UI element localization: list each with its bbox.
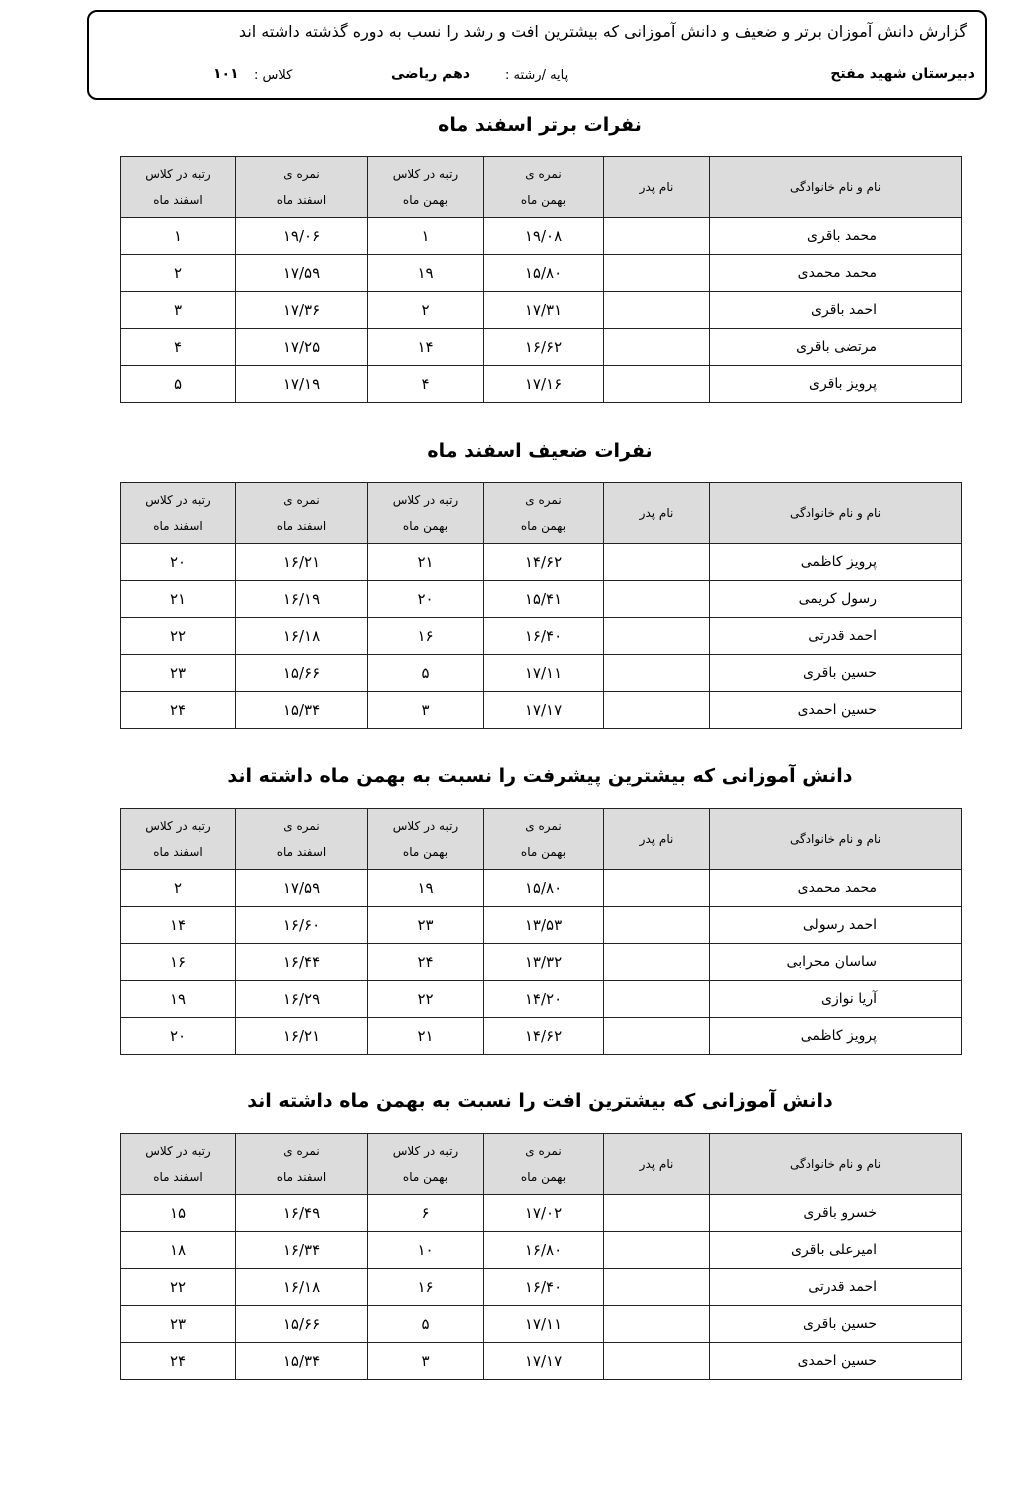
- bahman-score-cell: ۱۵/۸۰: [484, 870, 604, 907]
- table-row: [121, 692, 962, 729]
- most-improved-table: [120, 808, 962, 1055]
- table-row: [121, 255, 962, 292]
- student-name-cell: احمد رسولی: [710, 907, 962, 944]
- header-text: نام و نام خانوادگی: [789, 180, 882, 194]
- father-name-cell: [604, 329, 710, 366]
- header-text: اسفند ماه: [276, 519, 327, 533]
- bahman-rank-cell: ۶: [368, 1195, 484, 1232]
- col-header-esfand-score: [236, 157, 368, 218]
- bahman-rank-cell: ۲۴: [368, 944, 484, 981]
- header-text: بهمن ماه: [402, 1170, 449, 1184]
- student-name-cell: احمد باقری: [710, 292, 962, 329]
- bahman-rank-cell: ۳: [368, 1343, 484, 1380]
- bahman-score-cell: ۱۷/۱۶: [484, 366, 604, 403]
- esfand-rank-cell: ۴: [121, 329, 236, 366]
- header-text: نام پدر: [639, 1157, 674, 1171]
- student-name-cell: پرویز کاظمی: [710, 544, 962, 581]
- table-header-row: [121, 483, 962, 544]
- bahman-rank-cell: ۱۶: [368, 1269, 484, 1306]
- father-name-cell: [604, 218, 710, 255]
- esfand-rank-cell: ۱۴: [121, 907, 236, 944]
- bahman-score-cell: ۱۷/۰۲: [484, 1195, 604, 1232]
- bahman-score-cell: ۱۵/۸۰: [484, 255, 604, 292]
- header-text: نام پدر: [639, 832, 674, 846]
- header-text: نمره ی: [525, 1144, 562, 1158]
- student-name-cell: محمد محمدی: [710, 870, 962, 907]
- esfand-score-cell: ۱۶/۲۱: [236, 1018, 368, 1055]
- bahman-score-cell: ۱۴/۶۲: [484, 544, 604, 581]
- bahman-rank-cell: ۵: [368, 1306, 484, 1343]
- bahman-rank-cell: ۲۲: [368, 981, 484, 1018]
- header-text: رتبه در کلاس: [145, 1144, 211, 1158]
- table-row: [121, 1232, 962, 1269]
- section-title-top-students: نفرات برتر اسفند ماه: [438, 114, 642, 136]
- father-name-cell: [604, 907, 710, 944]
- father-name-cell: [604, 618, 710, 655]
- table-row: [121, 907, 962, 944]
- esfand-score-cell: ۱۶/۱۸: [236, 1269, 368, 1306]
- esfand-score-cell: ۱۵/۶۶: [236, 1306, 368, 1343]
- esfand-rank-cell: ۱۹: [121, 981, 236, 1018]
- table-row: [121, 292, 962, 329]
- class-value: ۱۰۱: [213, 66, 239, 82]
- father-name-cell: [604, 366, 710, 403]
- student-name-cell: آریا نوازی: [710, 981, 962, 1018]
- col-header-name: [710, 1134, 962, 1195]
- bahman-rank-cell: ۱۹: [368, 870, 484, 907]
- esfand-score-cell: ۱۶/۱۹: [236, 581, 368, 618]
- col-header-father: [604, 157, 710, 218]
- bahman-rank-cell: ۲۰: [368, 581, 484, 618]
- esfand-score-cell: ۱۶/۱۸: [236, 618, 368, 655]
- esfand-score-cell: ۱۷/۲۵: [236, 329, 368, 366]
- esfand-score-cell: ۱۵/۳۴: [236, 1343, 368, 1380]
- bahman-score-cell: ۱۴/۲۰: [484, 981, 604, 1018]
- bahman-rank-cell: ۱۰: [368, 1232, 484, 1269]
- esfand-rank-cell: ۲۳: [121, 1306, 236, 1343]
- student-name-cell: پرویز کاظمی: [710, 1018, 962, 1055]
- bahman-score-cell: ۱۶/۴۰: [484, 1269, 604, 1306]
- header-text: نمره ی: [283, 493, 320, 507]
- esfand-rank-cell: ۲۴: [121, 1343, 236, 1380]
- col-header-bahman-score: [484, 809, 604, 870]
- table-row: [121, 581, 962, 618]
- esfand-score-cell: ۱۶/۲۱: [236, 544, 368, 581]
- esfand-rank-cell: ۱: [121, 218, 236, 255]
- col-header-father: [604, 809, 710, 870]
- header-text: بهمن ماه: [402, 845, 449, 859]
- bahman-score-cell: ۱۷/۳۱: [484, 292, 604, 329]
- report-title: گزارش دانش آموزان برتر و ضعیف و دانش آموزانی که بیشترین افت و رشد را نسب به دوره گذشته داشته اند: [238, 22, 967, 41]
- table-header-row: [121, 1134, 962, 1195]
- esfand-rank-cell: ۲۳: [121, 655, 236, 692]
- header-text: اسفند ماه: [153, 193, 203, 207]
- col-header-esfand-score: [236, 483, 368, 544]
- report-header: [87, 10, 987, 100]
- weak-students-table: [120, 482, 962, 729]
- header-text: بهمن ماه: [520, 193, 567, 207]
- col-header-bahman-score: [484, 157, 604, 218]
- table-row: [121, 218, 962, 255]
- header-text: نام پدر: [639, 180, 674, 194]
- esfand-score-cell: ۱۶/۲۹: [236, 981, 368, 1018]
- top-students-table: [120, 156, 962, 403]
- father-name-cell: [604, 870, 710, 907]
- esfand-score-cell: ۱۷/۵۹: [236, 870, 368, 907]
- header-text: رتبه در کلاس: [145, 167, 211, 181]
- father-name-cell: [604, 292, 710, 329]
- student-name-cell: رسول کریمی: [710, 581, 962, 618]
- esfand-rank-cell: ۲: [121, 255, 236, 292]
- father-name-cell: [604, 255, 710, 292]
- header-text: نام و نام خانوادگی: [789, 506, 882, 520]
- father-name-cell: [604, 544, 710, 581]
- esfand-score-cell: ۱۶/۴۹: [236, 1195, 368, 1232]
- col-header-name: [710, 483, 962, 544]
- grade-label: پایه /رشته :: [505, 68, 569, 83]
- header-text: بهمن ماه: [520, 1170, 567, 1184]
- father-name-cell: [604, 981, 710, 1018]
- col-header-esfand-score: [236, 809, 368, 870]
- father-name-cell: [604, 1343, 710, 1380]
- col-header-esfand-rank: [121, 809, 236, 870]
- col-header-esfand-rank: [121, 1134, 236, 1195]
- header-text: نمره ی: [283, 1144, 320, 1158]
- esfand-rank-cell: ۱۸: [121, 1232, 236, 1269]
- bahman-rank-cell: ۲۱: [368, 1018, 484, 1055]
- esfand-rank-cell: ۲۰: [121, 1018, 236, 1055]
- bahman-score-cell: ۱۷/۱۱: [484, 1306, 604, 1343]
- header-text: بهمن ماه: [520, 845, 567, 859]
- esfand-score-cell: ۱۵/۶۶: [236, 655, 368, 692]
- table-row: [121, 1269, 962, 1306]
- col-header-esfand-rank: [121, 157, 236, 218]
- col-header-bahman-rank: [368, 157, 484, 218]
- esfand-score-cell: ۱۹/۰۶: [236, 218, 368, 255]
- bahman-rank-cell: ۱۴: [368, 329, 484, 366]
- student-name-cell: مرتضی باقری: [710, 329, 962, 366]
- table-row: [121, 1306, 962, 1343]
- col-header-bahman-score: [484, 1134, 604, 1195]
- bahman-score-cell: ۱۳/۵۳: [484, 907, 604, 944]
- esfand-rank-cell: ۵: [121, 366, 236, 403]
- bahman-score-cell: ۱۶/۶۲: [484, 329, 604, 366]
- header-text: رتبه در کلاس: [392, 493, 459, 507]
- header-text: نام و نام خانوادگی: [789, 832, 882, 846]
- table-row: [121, 1018, 962, 1055]
- father-name-cell: [604, 1018, 710, 1055]
- header-text: اسفند ماه: [276, 193, 327, 207]
- esfand-rank-cell: ۱۶: [121, 944, 236, 981]
- esfand-rank-cell: ۲۲: [121, 618, 236, 655]
- esfand-score-cell: ۱۶/۳۴: [236, 1232, 368, 1269]
- bahman-score-cell: ۱۶/۴۰: [484, 618, 604, 655]
- table-header-row: [121, 809, 962, 870]
- header-text: اسفند ماه: [276, 845, 327, 859]
- father-name-cell: [604, 581, 710, 618]
- bahman-rank-cell: ۱: [368, 218, 484, 255]
- header-text: رتبه در کلاس: [392, 1144, 459, 1158]
- section-title-most-declined: دانش آموزانی که بیشترین افت را نسبت به بهمن ماه داشته اند: [247, 1090, 833, 1112]
- bahman-score-cell: ۱۷/۱۱: [484, 655, 604, 692]
- col-header-esfand-rank: [121, 483, 236, 544]
- esfand-rank-cell: ۲۴: [121, 692, 236, 729]
- bahman-rank-cell: ۵: [368, 655, 484, 692]
- grade-value: دهم ریاضی: [391, 66, 471, 82]
- school-name: دبیرستان شهید مفتح: [830, 66, 975, 82]
- bahman-score-cell: ۱۶/۸۰: [484, 1232, 604, 1269]
- header-text: نام پدر: [639, 506, 674, 520]
- student-name-cell: احمد قدرتی: [710, 1269, 962, 1306]
- col-header-father: [604, 1134, 710, 1195]
- table-row: [121, 944, 962, 981]
- header-text: رتبه در کلاس: [392, 819, 459, 833]
- header-text: نمره ی: [525, 167, 562, 181]
- col-header-bahman-rank: [368, 1134, 484, 1195]
- header-text: رتبه در کلاس: [392, 167, 459, 181]
- header-text: نمره ی: [283, 819, 320, 833]
- bahman-rank-cell: ۱۶: [368, 618, 484, 655]
- bahman-score-cell: ۱۷/۱۷: [484, 692, 604, 729]
- bahman-score-cell: ۱۷/۱۷: [484, 1343, 604, 1380]
- table-row: [121, 1343, 962, 1380]
- esfand-rank-cell: ۱۵: [121, 1195, 236, 1232]
- student-name-cell: پرویز باقری: [710, 366, 962, 403]
- father-name-cell: [604, 1195, 710, 1232]
- esfand-score-cell: ۱۵/۳۴: [236, 692, 368, 729]
- bahman-rank-cell: ۲۳: [368, 907, 484, 944]
- esfand-score-cell: ۱۷/۳۶: [236, 292, 368, 329]
- bahman-score-cell: ۱۳/۳۲: [484, 944, 604, 981]
- header-text: رتبه در کلاس: [145, 819, 211, 833]
- student-name-cell: حسین باقری: [710, 655, 962, 692]
- esfand-rank-cell: ۲۱: [121, 581, 236, 618]
- col-header-esfand-score: [236, 1134, 368, 1195]
- student-name-cell: حسین باقری: [710, 1306, 962, 1343]
- esfand-score-cell: ۱۷/۱۹: [236, 366, 368, 403]
- table-row: [121, 1195, 962, 1232]
- bahman-score-cell: ۱۹/۰۸: [484, 218, 604, 255]
- student-name-cell: محمد محمدی: [710, 255, 962, 292]
- header-text: اسفند ماه: [276, 1170, 327, 1184]
- table-row: [121, 870, 962, 907]
- father-name-cell: [604, 692, 710, 729]
- col-header-name: [710, 809, 962, 870]
- header-text: نمره ی: [525, 493, 562, 507]
- section-title-most-improved: دانش آموزانی که بیشترین پیشرفت را نسبت به بهمن ماه داشته اند: [227, 765, 853, 787]
- table-row: [121, 655, 962, 692]
- student-name-cell: ساسان محرابی: [710, 944, 962, 981]
- father-name-cell: [604, 655, 710, 692]
- father-name-cell: [604, 1232, 710, 1269]
- table-header-row: [121, 157, 962, 218]
- bahman-rank-cell: ۳: [368, 692, 484, 729]
- table-row: [121, 544, 962, 581]
- header-text: بهمن ماه: [520, 519, 567, 533]
- bahman-score-cell: ۱۴/۶۲: [484, 1018, 604, 1055]
- header-text: بهمن ماه: [402, 193, 449, 207]
- col-header-bahman-rank: [368, 809, 484, 870]
- table-row: [121, 981, 962, 1018]
- father-name-cell: [604, 1269, 710, 1306]
- table-row: [121, 366, 962, 403]
- bahman-rank-cell: ۲: [368, 292, 484, 329]
- col-header-bahman-score: [484, 483, 604, 544]
- student-name-cell: خسرو باقری: [710, 1195, 962, 1232]
- student-name-cell: حسین احمدی: [710, 1343, 962, 1380]
- class-label: کلاس :: [254, 68, 293, 83]
- father-name-cell: [604, 944, 710, 981]
- header-text: رتبه در کلاس: [145, 493, 211, 507]
- header-text: نام و نام خانوادگی: [789, 1157, 882, 1171]
- bahman-score-cell: ۱۵/۴۱: [484, 581, 604, 618]
- most-declined-table: [120, 1133, 962, 1380]
- header-text: اسفند ماه: [153, 1170, 203, 1184]
- col-header-bahman-rank: [368, 483, 484, 544]
- col-header-father: [604, 483, 710, 544]
- esfand-rank-cell: ۲: [121, 870, 236, 907]
- bahman-rank-cell: ۲۱: [368, 544, 484, 581]
- father-name-cell: [604, 1306, 710, 1343]
- esfand-rank-cell: ۲۰: [121, 544, 236, 581]
- esfand-score-cell: ۱۶/۶۰: [236, 907, 368, 944]
- esfand-rank-cell: ۳: [121, 292, 236, 329]
- esfand-score-cell: ۱۶/۴۴: [236, 944, 368, 981]
- table-row: [121, 618, 962, 655]
- student-name-cell: امیرعلی باقری: [710, 1232, 962, 1269]
- student-name-cell: احمد قدرتی: [710, 618, 962, 655]
- esfand-score-cell: ۱۷/۵۹: [236, 255, 368, 292]
- col-header-name: [710, 157, 962, 218]
- header-text: نمره ی: [525, 819, 562, 833]
- header-text: بهمن ماه: [402, 519, 449, 533]
- table-row: [121, 329, 962, 366]
- section-title-weak-students: نفرات ضعیف اسفند ماه: [427, 440, 653, 462]
- header-text: اسفند ماه: [153, 845, 203, 859]
- esfand-rank-cell: ۲۲: [121, 1269, 236, 1306]
- header-text: نمره ی: [283, 167, 320, 181]
- bahman-rank-cell: ۱۹: [368, 255, 484, 292]
- header-text: اسفند ماه: [153, 519, 203, 533]
- bahman-rank-cell: ۴: [368, 366, 484, 403]
- student-name-cell: محمد باقری: [710, 218, 962, 255]
- student-name-cell: حسین احمدی: [710, 692, 962, 729]
